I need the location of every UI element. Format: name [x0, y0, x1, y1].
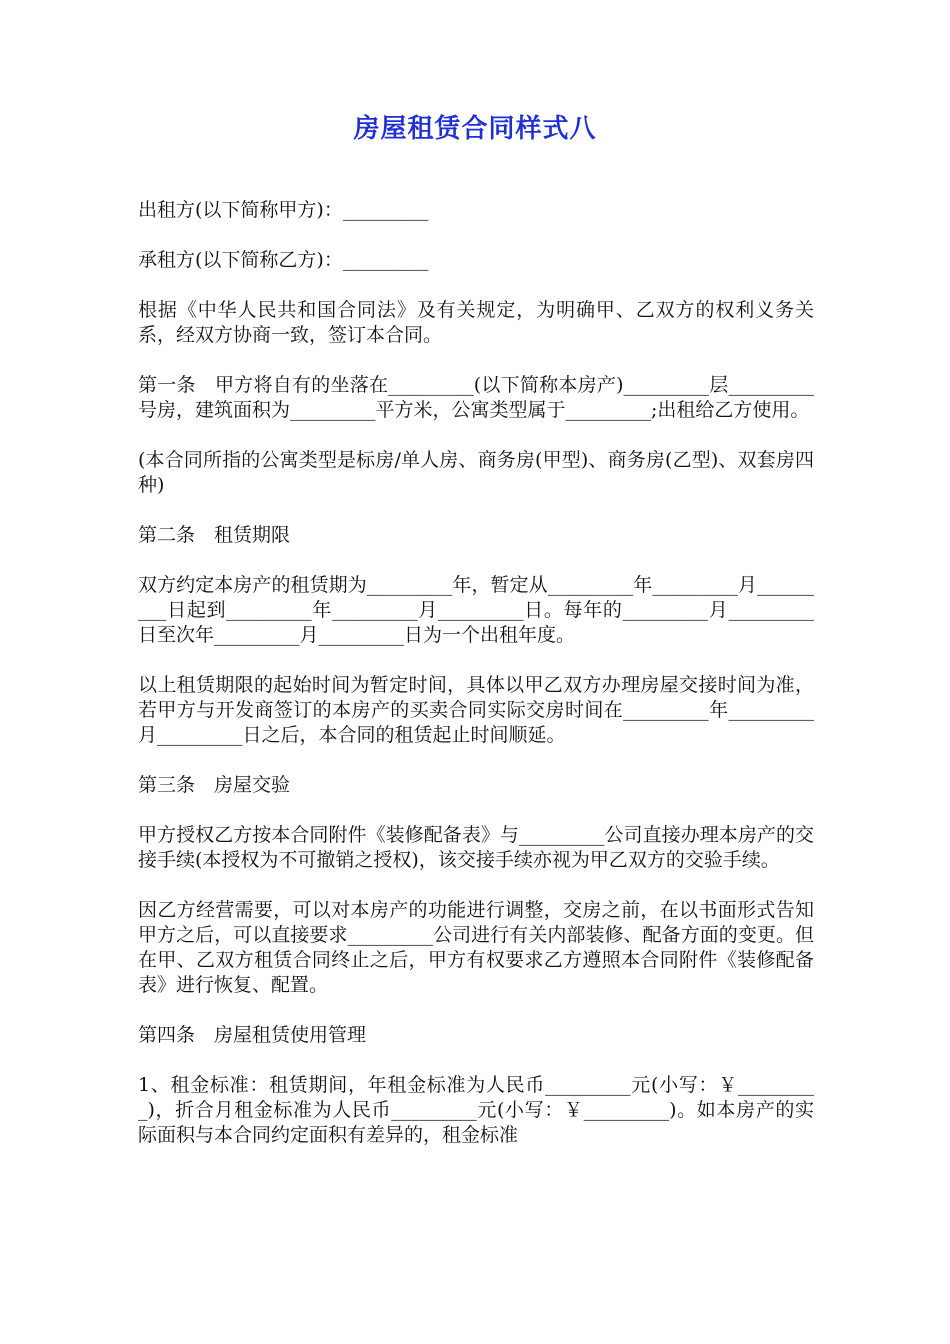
paragraph-modifications: 因乙方经营需要，可以对本房产的功能进行调整，交房之前，在以书面形式告知甲方之后，可以直接要求_________公司进行有关内部装修、配备方面的变更。但在甲、乙双方租赁合同终止之后，甲方有权要求乙方遵照本合同附件《装修配备表》进行恢复、配置。: [138, 899, 814, 996]
paragraph-handover: 甲方授权乙方按本合同附件《装修配备表》与_________公司直接办理本房产的交接手续(本授权为不可撤销之授权)，该交接手续亦视为甲乙双方的交验手续。: [138, 824, 814, 871]
paragraph-apartment-types: (本合同所指的公寓类型是标房/单人房、商务房(甲型)、商务房(乙型)、双套房四种): [138, 449, 814, 496]
paragraph-preamble: 根据《中华人民共和国合同法》及有关规定，为明确甲、乙双方的权利义务关系，经双方协商一致，签订本合同。: [138, 299, 814, 346]
document-body: [138, 198, 814, 1173]
heading-article-4: 第四条 房屋租赁使用管理: [138, 1024, 367, 1046]
paragraph-rent-standard: 1、租金标准：租赁期间，年租金标准为人民币_________元(小写：￥_________)，折合月租金标准为人民币_________元(小写：￥_________)。如本房产的实际面积与本合同约定面积有差异的，租金标准: [138, 1074, 814, 1146]
heading-article-2: 第二条 租赁期限: [138, 524, 291, 546]
paragraph-lessor: 出租方(以下简称甲方)：_________: [138, 199, 429, 221]
paragraph-lessee: 承租方(以下简称乙方)：_________: [138, 249, 429, 271]
heading-article-3: 第三条 房屋交验: [138, 774, 291, 796]
document-title: 房屋租赁合同样式八: [353, 114, 597, 144]
paragraph-lease-term: 双方约定本房产的租赁期为_________年，暂定从_________年_________月_________日起到_________年_________月_________日。每年的_________月_________日至次年_________月_________日为一个出租年度。: [138, 574, 814, 646]
paragraph-article-1: 第一条 甲方将自有的坐落在_________(以下简称本房产)_________层_________号房，建筑面积为_________平方米，公寓类型属于_________;出租给乙方使用。: [138, 374, 814, 421]
paragraph-term-adjustment: 以上租赁期限的起始时间为暂定时间，具体以甲乙双方办理房屋交接时间为准，若甲方与开发商签订的本房产的买卖合同实际交房时间在_________年_________月_________日之后，本合同的租赁起止时间顺延。: [138, 674, 814, 746]
